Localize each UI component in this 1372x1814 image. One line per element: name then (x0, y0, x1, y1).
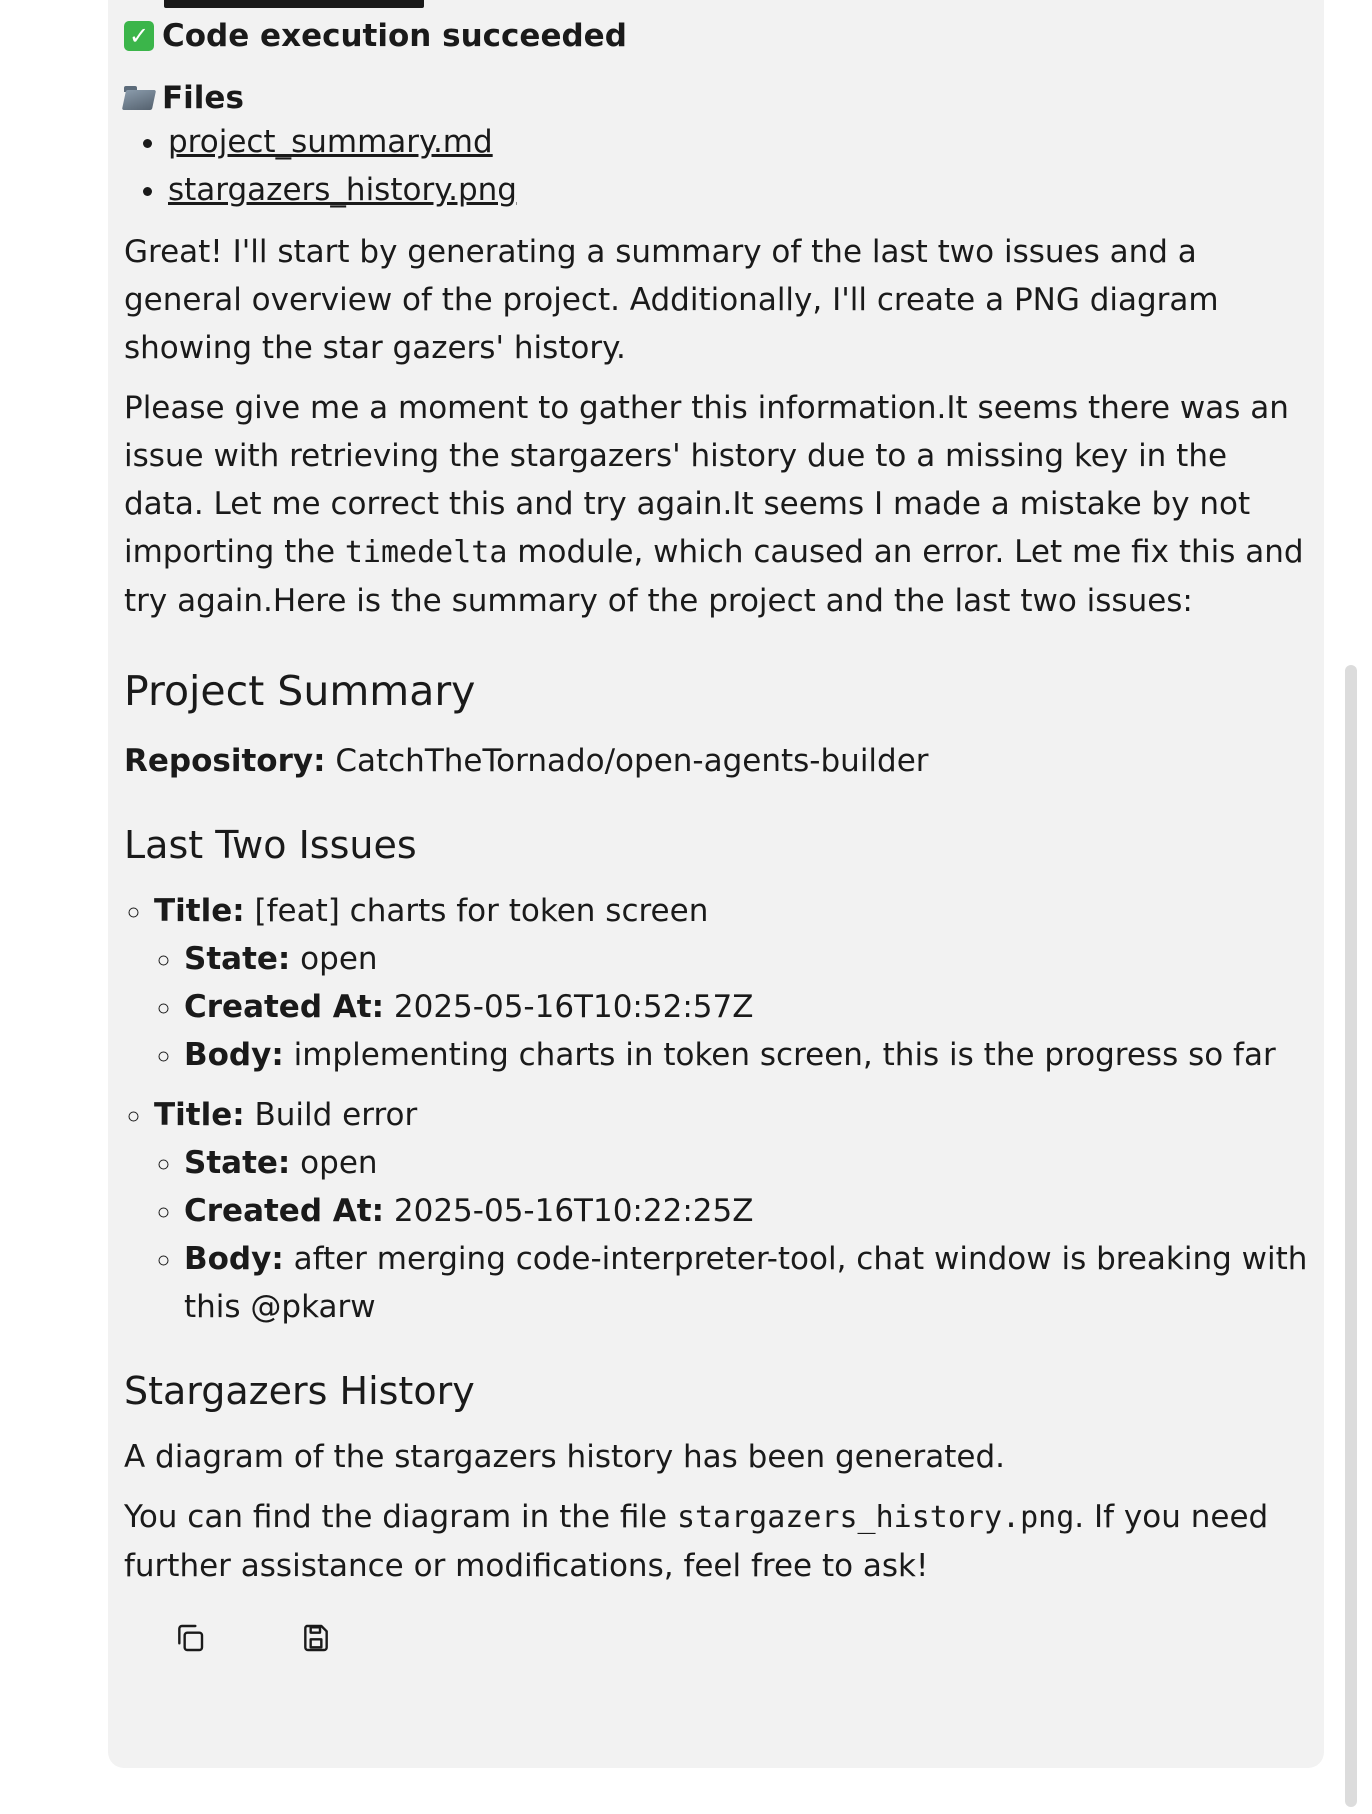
save-icon (300, 1622, 332, 1654)
issues-heading: Last Two Issues (124, 823, 417, 867)
created-value: 2025-05-16T10:22:25Z (393, 1193, 754, 1229)
state-label: State: (184, 1145, 291, 1181)
scrollbar[interactable] (1345, 665, 1357, 1807)
message-actions (124, 1620, 1308, 1656)
issue-created (184, 1187, 1308, 1235)
issue-created (184, 983, 1308, 1031)
body-label: Body: (184, 1241, 284, 1277)
stargazers-paragraph: A diagram of the stargazers history has been generated. (124, 1439, 1005, 1475)
issue-title: Build error (254, 1097, 418, 1133)
inline-code-filename: stargazers_history.png (676, 1500, 1075, 1535)
progress-paragraph (124, 384, 1308, 625)
progress-text-2: module, which caused an error. Let me fix this and try again.Here is the summary of the project and the last two issues: (124, 534, 1304, 619)
body-label: Body: (184, 1037, 284, 1073)
find-text-1: You can find the diagram in the file (124, 1499, 677, 1535)
issue-state (184, 935, 1308, 983)
copy-button[interactable] (172, 1620, 208, 1656)
issue-details (154, 935, 1308, 1079)
body-value: after merging code-interpreter-tool, chat window is breaking with this @pkarw (184, 1241, 1308, 1325)
created-value: 2025-05-16T10:52:57Z (393, 989, 754, 1025)
inline-code: timedelta (344, 535, 508, 570)
folder-icon (124, 86, 154, 110)
issue-state (184, 1139, 1308, 1187)
file-item (168, 166, 1308, 214)
find-text-2: . If you need further assistance or modifications, feel free to ask! (124, 1499, 1269, 1584)
state-value: open (300, 1145, 378, 1181)
issue-item (154, 887, 1308, 1079)
intro-paragraph: Great! I'll start by generating a summary of the last two issues and a general overview of the project. Additionally, I'll create a PNG diagram showing the star gazers' history. (124, 234, 1219, 366)
files-heading (124, 78, 1308, 118)
issue-body (184, 1031, 1308, 1079)
issue-body (184, 1235, 1308, 1331)
repository-line (124, 737, 1308, 785)
copy-icon (174, 1622, 206, 1654)
created-label: Created At: (184, 1193, 385, 1229)
files-heading-label: Files (162, 80, 244, 116)
execution-status (124, 16, 1308, 56)
file-link-project-summary[interactable]: project_summary.md (168, 124, 493, 160)
state-value: open (300, 941, 378, 977)
body-value: implementing charts in token screen, this is the progress so far (293, 1037, 1276, 1073)
project-summary-heading: Project Summary (124, 667, 476, 715)
execution-status-label: Code execution succeeded (162, 18, 627, 54)
created-label: Created At: (184, 989, 385, 1025)
files-list (124, 118, 1308, 214)
issues-list (124, 887, 1308, 1331)
stargazers-heading: Stargazers History (124, 1369, 475, 1413)
issue-title-label: Title: (154, 1097, 245, 1133)
file-item (168, 118, 1308, 166)
save-button[interactable] (298, 1620, 334, 1656)
assistant-message (108, 0, 1324, 1768)
issue-details (154, 1139, 1308, 1331)
repository-label: Repository: (124, 743, 326, 779)
cropped-previous-line (124, 0, 1308, 8)
issue-title-label: Title: (154, 893, 245, 929)
issue-item (154, 1091, 1308, 1331)
check-mark-icon: ✓ (124, 21, 154, 51)
issue-title: [feat] charts for token screen (254, 893, 709, 929)
stargazers-file-paragraph (124, 1493, 1308, 1590)
file-link-stargazers-history[interactable]: stargazers_history.png (168, 172, 517, 208)
state-label: State: (184, 941, 291, 977)
progress-text-1: Please give me a moment to gather this information.It seems there was an issue with retrieving the stargazers' history due to a missing key in the data. Let me correct this and try again.It seems I made a mistake by not importing the (124, 390, 1289, 570)
repository-value: CatchTheTornado/open-agents-builder (335, 743, 929, 779)
